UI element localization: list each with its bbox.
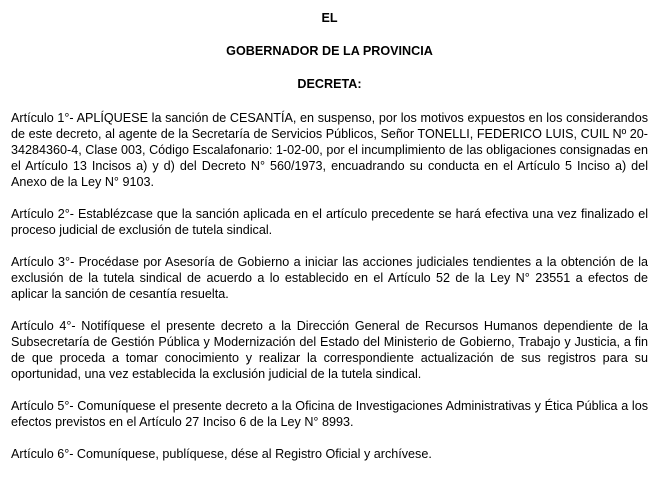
- article-3: Artículo 3°- Procédase por Asesoría de Gobierno a iniciar las acciones judiciales tendientes a la obtención de la exclusión de la tutela sindical de acuerdo a lo establecido en el Artículo 52 de la Ley N° 23551 a efectos de aplicar la sanción de cesantía resuelta.: [11, 255, 648, 301]
- article-5: Artículo 5°- Comuníquese el presente decreto a la Oficina de Investigaciones Administrativas y Ética Pública a los efectos previstos en el Artículo 27 Inciso 6 de la Ley N° 8993.: [11, 399, 648, 429]
- article-6: Artículo 6°- Comuníquese, publíquese, dése al Registro Oficial y archívese.: [11, 447, 432, 461]
- heading-el: EL: [321, 11, 338, 25]
- article-1: Artículo 1°- APLÍQUESE la sanción de CESANTÍA, en suspenso, por los motivos expuestos en los considerandos de este decreto, al agente de la Secretaría de Servicios Públicos, Señor TONELLI, FEDERICO LUIS, CUIL Nº 20-34284360-4, Clase 003, Código Escalafonario: 1-02-00, por el incumplimiento de las obligaciones consignadas en el Artículo 13 Incisos a) y d) del Decreto N° 560/1973, encuadrando su conducta en el Artículo 5 Inciso a) del Anexo de la Ley N° 9103.: [11, 111, 648, 189]
- article-2: Artículo 2°- Establézcase que la sanción aplicada en el artículo precedente se hará efectiva una vez finalizado el proceso judicial de exclusión de tutela sindical.: [11, 207, 648, 237]
- heading-decreta: DECRETA:: [297, 77, 362, 91]
- article-4: Artículo 4°- Notifíquese el presente decreto a la Dirección General de Recursos Humanos dependiente de la Subsecretaría de Gestión Pública y Modernización del Estado del Ministerio de Gobierno, Trabajo y Justicia, a fin de que proceda a tomar conocimiento y realizar la correspondiente actualización de sus registros para su oportunidad, una vez establecida la exclusión judicial de la tutela sindical.: [11, 319, 648, 381]
- heading-governor: GOBERNADOR DE LA PROVINCIA: [226, 44, 433, 58]
